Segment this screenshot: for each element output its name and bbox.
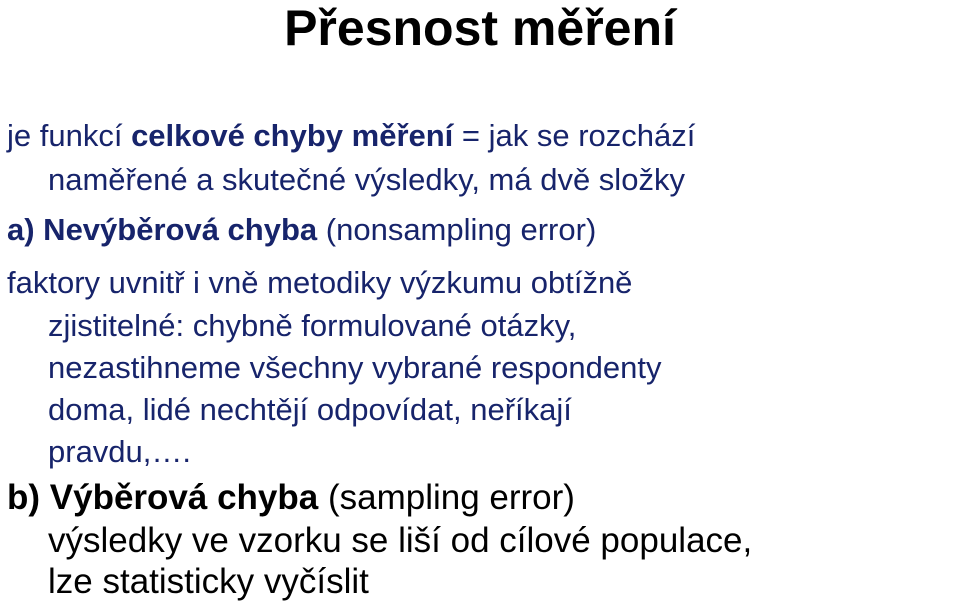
paragraph-1-line-2: naměřené a skutečné výsledky, má dvě složky [48, 162, 685, 197]
section-a-line-3: nezastihneme všechny vybrané respondenty [48, 350, 662, 385]
section-b-line-1: výsledky ve vzorku se liší od cílové populace, [48, 521, 753, 560]
paragraph-1-text-end: = jak se rozchází [453, 118, 696, 153]
section-b-heading-bold: b) Výběrová chyba [7, 478, 319, 517]
paragraph-1-bold-term: celkové chyby měření [131, 118, 454, 153]
section-a-line-4: doma, lidé nechtějí odpovídat, neříkají [48, 392, 572, 427]
section-b-line-2: lze statisticky vyčíslit [48, 562, 369, 601]
section-b-heading-rest: (sampling error) [318, 478, 575, 517]
paragraph-1-text-start: je funkcí [7, 118, 132, 153]
section-a-heading [7, 212, 596, 248]
section-a-line-5: pravdu,…. [48, 434, 192, 469]
section-a-heading-rest: (nonsampling error) [317, 212, 597, 247]
slide-title: Přesnost měření [284, 0, 676, 56]
section-a-heading-bold: a) Nevýběrová chyba [7, 212, 318, 247]
paragraph-1-line-1 [7, 118, 695, 154]
section-a-line-2: zjistitelné: chybně formulované otázky, [48, 308, 577, 343]
section-b-heading [7, 478, 575, 518]
section-a-line-1: faktory uvnitř i vně metodiky výzkumu obtížně [7, 265, 633, 300]
